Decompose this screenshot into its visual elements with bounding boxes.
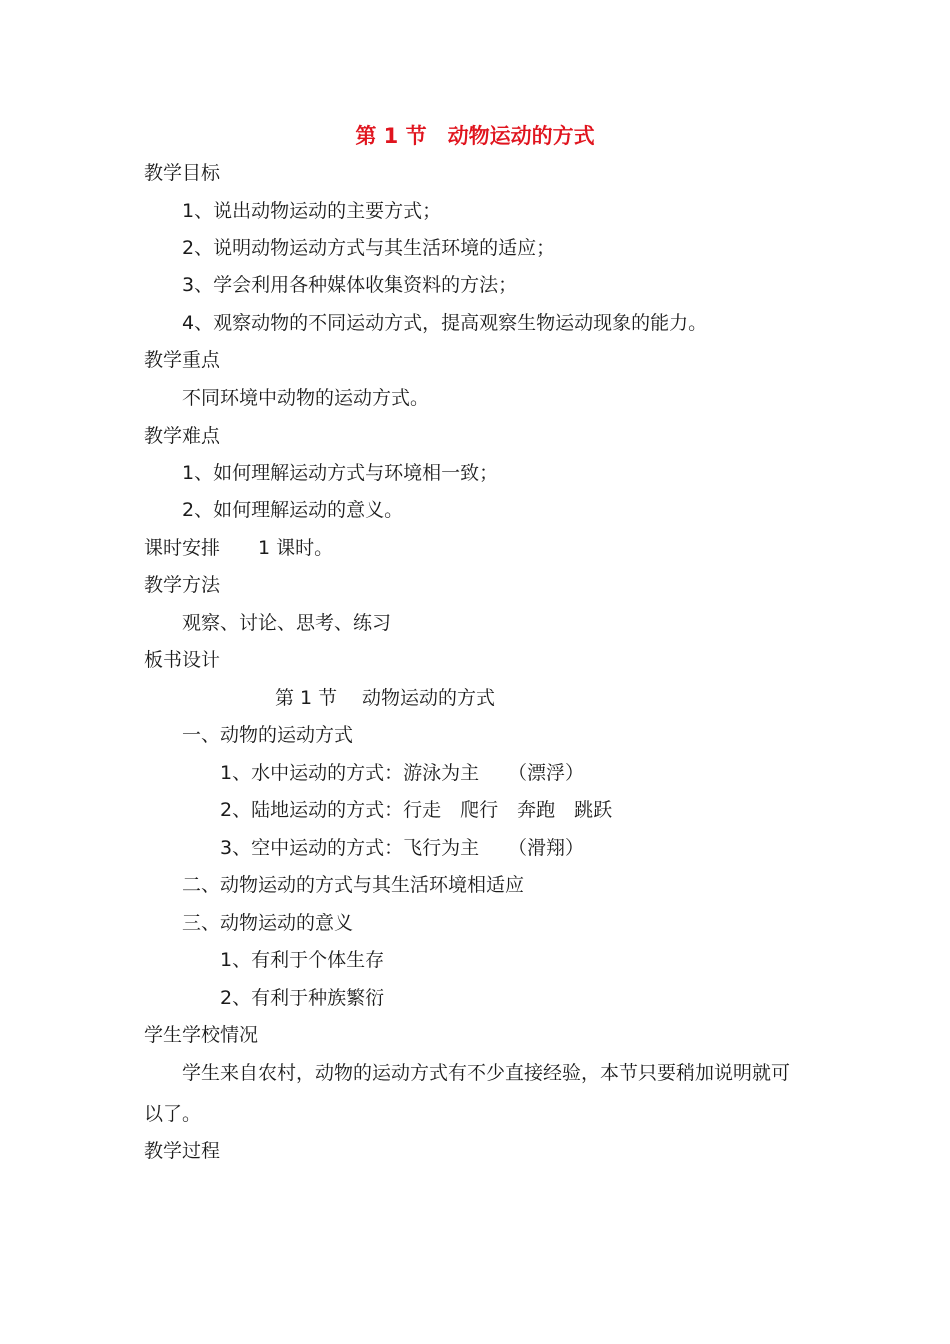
document-title: 第 1 节 动物运动的方式 [355, 124, 595, 148]
students-text-line-1: 学生来自农村，动物的运动方式有不少直接经验，本节只要稍加说明就可 [182, 1062, 791, 1084]
key-point-text: 不同环境中动物的运动方式。 [182, 387, 430, 409]
board-list-item: 1、水中运动的方式：游泳为主 [220, 762, 480, 784]
difficulty-item: 2、如何理解运动的意义。 [182, 499, 404, 521]
board-list-item: 2、有利于种族繁衍 [220, 987, 385, 1009]
schedule-heading: 课时安排 [144, 537, 221, 559]
difficulty-item: 1、如何理解运动方式与环境相一致； [182, 462, 499, 484]
objective-item: 3、学会利用各种媒体收集资料的方法； [182, 274, 518, 296]
board-subtitle-number: 第 1 节 [275, 687, 338, 709]
objective-item: 1、说出动物运动的主要方式； [182, 200, 442, 222]
process-heading: 教学过程 [144, 1140, 221, 1162]
board-list-note: （滑翔） [508, 837, 585, 859]
board-section-heading: 二、动物运动的方式与其生活环境相适应 [182, 874, 525, 896]
key-point-heading: 教学重点 [144, 349, 221, 371]
method-text: 观察、讨论、思考、练习 [182, 612, 392, 634]
board-list-item: 3、空中运动的方式：飞行为主 [220, 837, 480, 859]
students-text-line-2: 以了。 [144, 1103, 202, 1125]
objectives-heading: 教学目标 [144, 162, 221, 184]
board-list-item: 2、陆地运动的方式：行走 爬行 奔跑 跳跃 [220, 799, 613, 821]
schedule-value: 1 课时。 [258, 537, 334, 559]
board-section-heading: 一、动物的运动方式 [182, 724, 354, 746]
objective-item: 4、观察动物的不同运动方式，提高观察生物运动现象的能力。 [182, 312, 708, 334]
method-heading: 教学方法 [144, 574, 221, 596]
board-list-note: （漂浮） [508, 762, 585, 784]
students-heading: 学生学校情况 [144, 1024, 259, 1046]
objective-item: 2、说明动物运动方式与其生活环境的适应； [182, 237, 556, 259]
difficulty-heading: 教学难点 [144, 425, 221, 447]
board-section-heading: 三、动物运动的意义 [182, 912, 354, 934]
board-list-item: 1、有利于个体生存 [220, 949, 385, 971]
board-heading: 板书设计 [144, 649, 221, 671]
board-subtitle-text: 动物运动的方式 [362, 687, 496, 709]
